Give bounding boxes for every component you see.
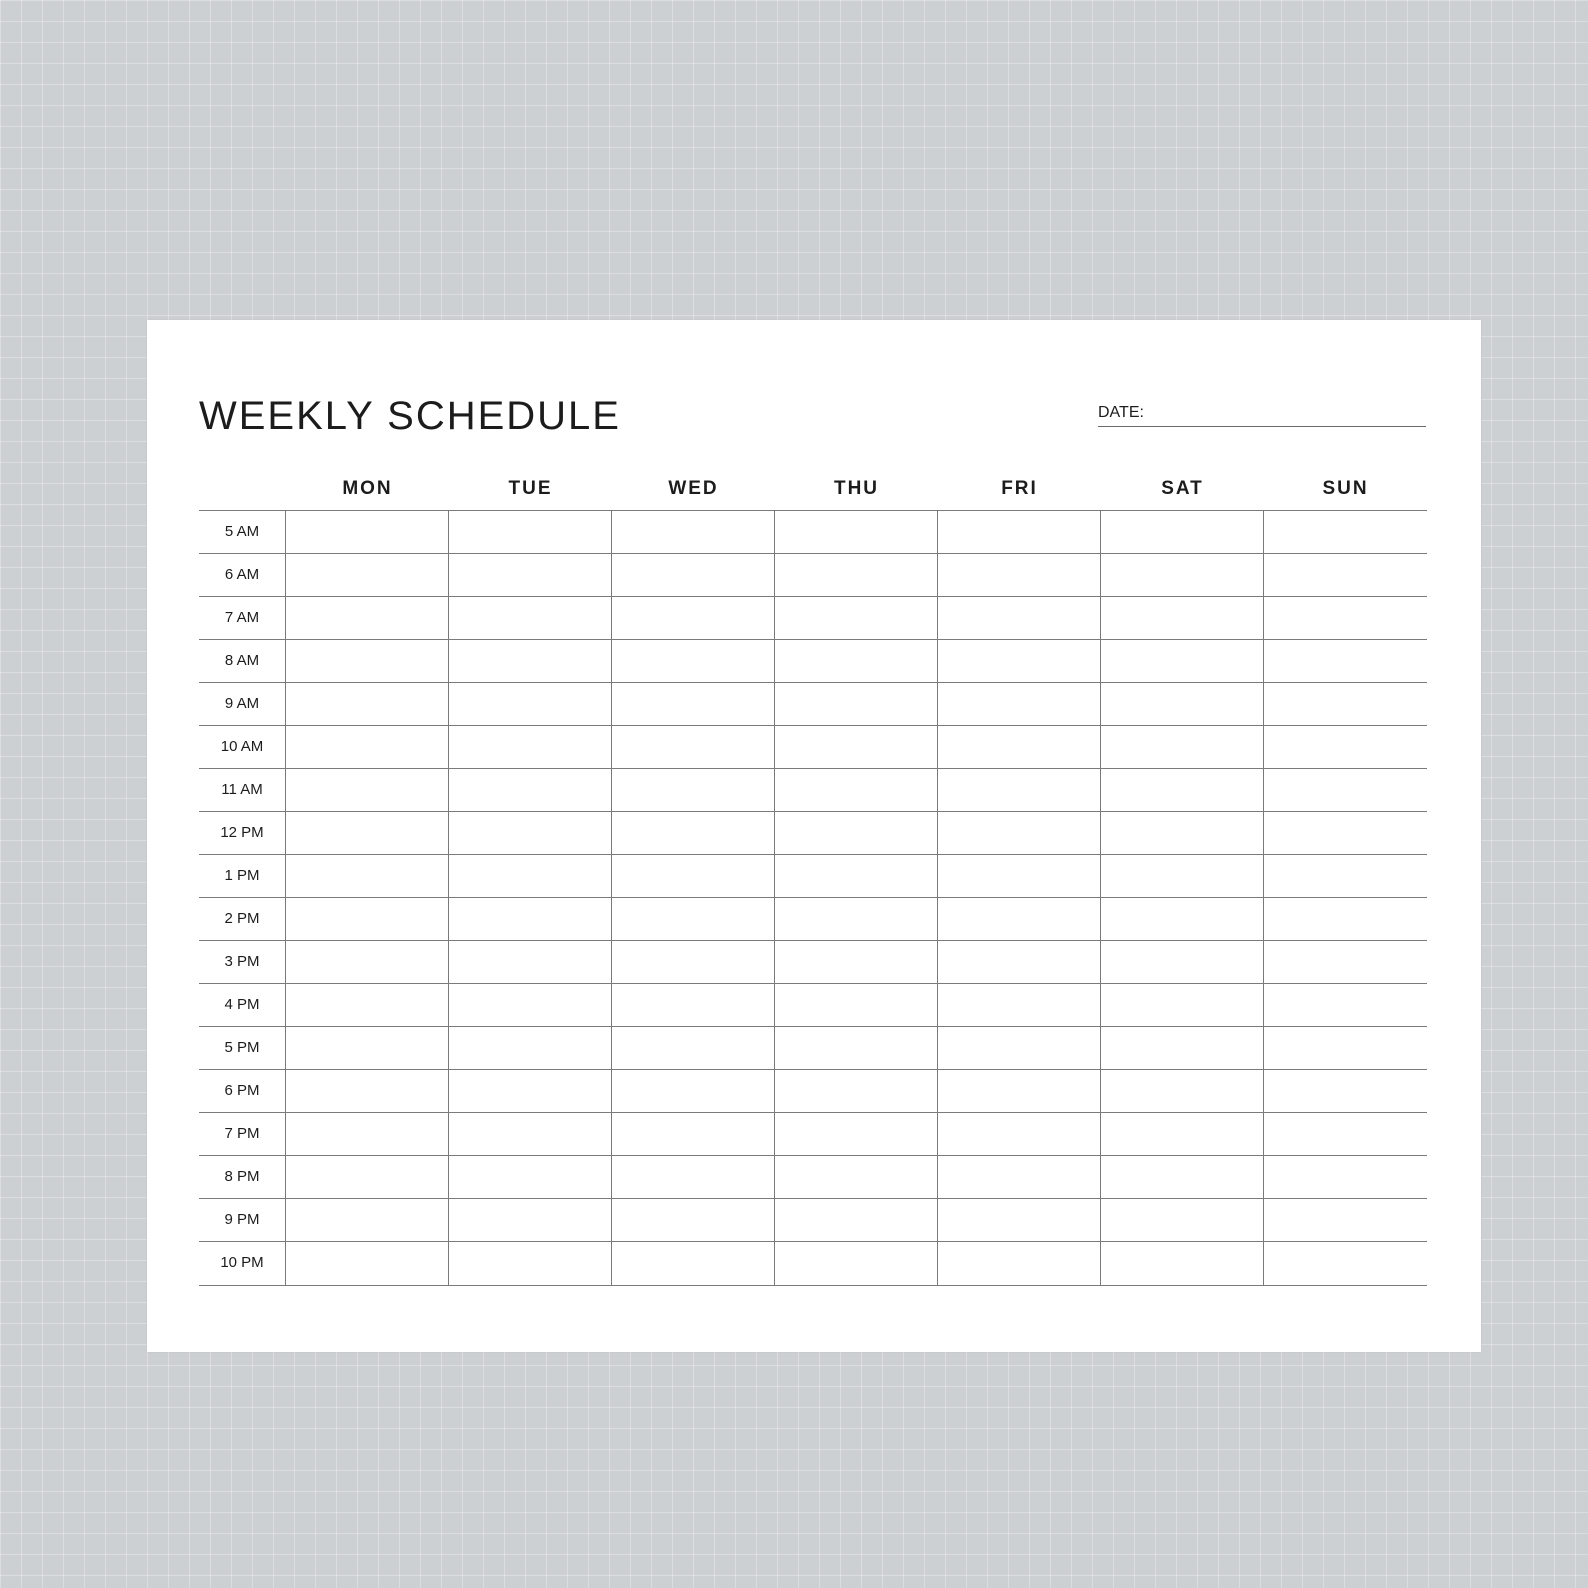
schedule-cell-tue[interactable] [449,769,612,811]
schedule-cell-sat[interactable] [1101,511,1264,553]
schedule-cell-mon[interactable] [286,554,449,596]
time-label: 1 PM [199,855,286,897]
schedule-cell-sun[interactable] [1264,597,1427,639]
schedule-cell-mon[interactable] [286,1156,449,1198]
schedule-cell-sat[interactable] [1101,1156,1264,1198]
schedule-cell-sun[interactable] [1264,898,1427,940]
schedule-cell-tue[interactable] [449,726,612,768]
schedule-cell-mon[interactable] [286,1113,449,1155]
schedule-cell-thu[interactable] [775,984,938,1026]
schedule-cell-sun[interactable] [1264,984,1427,1026]
time-label: 4 PM [199,984,286,1026]
schedule-cell-thu[interactable] [775,554,938,596]
schedule-cell-fri[interactable] [938,683,1101,725]
schedule-cell-tue[interactable] [449,1156,612,1198]
schedule-cell-mon[interactable] [286,1242,449,1285]
day-header-sun: SUN [1322,478,1369,499]
schedule-cell-tue[interactable] [449,683,612,725]
schedule-cell-tue[interactable] [449,1113,612,1155]
schedule-cell-fri[interactable] [938,1156,1101,1198]
time-label: 3 PM [199,941,286,983]
schedule-cell-fri[interactable] [938,769,1101,811]
schedule-cell-sun[interactable] [1264,640,1427,682]
schedule-cell-wed[interactable] [612,769,775,811]
schedule-cell-mon[interactable] [286,640,449,682]
schedule-cell-sun[interactable] [1264,1156,1427,1198]
schedule-cell-sun[interactable] [1264,554,1427,596]
schedule-cell-thu[interactable] [775,769,938,811]
schedule-cell-sun[interactable] [1264,941,1427,983]
schedule-cell-tue[interactable] [449,1070,612,1112]
time-label: 5 AM [199,511,286,553]
time-label: 11 AM [199,769,286,811]
schedule-cell-sat[interactable] [1101,683,1264,725]
schedule-cell-sat[interactable] [1101,1113,1264,1155]
schedule-cell-wed[interactable] [612,1113,775,1155]
schedule-cell-sat[interactable] [1101,1070,1264,1112]
schedule-cell-thu[interactable] [775,898,938,940]
schedule-cell-sat[interactable] [1101,1199,1264,1241]
schedule-row [199,1198,1427,1241]
time-label: 8 PM [199,1156,286,1198]
day-header-mon: MON [342,478,393,499]
schedule-cell-wed[interactable] [612,511,775,553]
schedule-cell-mon[interactable] [286,511,449,553]
schedule-cell-wed[interactable] [612,1199,775,1241]
schedule-cell-tue[interactable] [449,597,612,639]
schedule-row [199,940,1427,983]
schedule-cell-tue[interactable] [449,511,612,553]
schedule-cell-sun[interactable] [1264,1113,1427,1155]
schedule-row [199,725,1427,768]
schedule-cell-fri[interactable] [938,1242,1101,1285]
schedule-cell-sat[interactable] [1101,640,1264,682]
day-header-tue: TUE [508,478,553,499]
date-field[interactable] [1098,404,1426,427]
schedule-cell-sat[interactable] [1101,984,1264,1026]
schedule-cell-thu[interactable] [775,640,938,682]
schedule-cell-tue[interactable] [449,554,612,596]
schedule-cell-wed[interactable] [612,1027,775,1069]
schedule-cell-sat[interactable] [1101,1027,1264,1069]
schedule-cell-fri[interactable] [938,812,1101,854]
schedule-cell-mon[interactable] [286,683,449,725]
schedule-cell-tue[interactable] [449,984,612,1026]
schedule-cell-thu[interactable] [775,1027,938,1069]
schedule-cell-wed[interactable] [612,554,775,596]
schedule-cell-tue[interactable] [449,640,612,682]
schedule-row [199,553,1427,596]
schedule-cell-fri[interactable] [938,855,1101,897]
header-spacer [199,478,286,508]
schedule-cell-fri[interactable] [938,984,1101,1026]
schedule-cell-sat[interactable] [1101,726,1264,768]
schedule-cell-wed[interactable] [612,984,775,1026]
schedule-cell-wed[interactable] [612,683,775,725]
schedule-cell-fri[interactable] [938,511,1101,553]
schedule-row [199,1069,1427,1112]
schedule-cell-thu[interactable] [775,1199,938,1241]
schedule-row [199,1112,1427,1155]
schedule-cell-sat[interactable] [1101,855,1264,897]
date-label: DATE: [1098,404,1144,421]
schedule-cell-sun[interactable] [1264,1070,1427,1112]
schedule-row [199,596,1427,639]
time-label: 10 PM [199,1242,286,1285]
schedule-cell-wed[interactable] [612,812,775,854]
schedule-cell-mon[interactable] [286,1027,449,1069]
schedule-row [199,639,1427,682]
schedule-row [199,983,1427,1026]
schedule-sheet [147,320,1481,1352]
schedule-cell-sun[interactable] [1264,812,1427,854]
schedule-cell-fri[interactable] [938,726,1101,768]
schedule-cell-sun[interactable] [1264,769,1427,811]
schedule-row [199,811,1427,854]
day-header-sat: SAT [1161,478,1204,499]
schedule-cell-sun[interactable] [1264,1242,1427,1285]
schedule-cell-sat[interactable] [1101,769,1264,811]
schedule-row [199,1026,1427,1069]
time-label: 8 AM [199,640,286,682]
schedule-row [199,768,1427,811]
time-label: 10 AM [199,726,286,768]
schedule-cell-fri[interactable] [938,941,1101,983]
schedule-cell-sat[interactable] [1101,812,1264,854]
schedule-cell-mon[interactable] [286,769,449,811]
schedule-cell-sun[interactable] [1264,726,1427,768]
schedule-cell-sat[interactable] [1101,554,1264,596]
day-header-fri: FRI [1001,478,1038,499]
schedule-cell-sun[interactable] [1264,1199,1427,1241]
schedule-row [199,682,1427,725]
schedule-cell-fri[interactable] [938,1070,1101,1112]
schedule-cell-sat[interactable] [1101,1242,1264,1285]
schedule-cell-mon[interactable] [286,941,449,983]
schedule-cell-mon[interactable] [286,812,449,854]
schedule-cell-sun[interactable] [1264,683,1427,725]
schedule-cell-fri[interactable] [938,640,1101,682]
schedule-cell-thu[interactable] [775,1156,938,1198]
schedule-cell-tue[interactable] [449,855,612,897]
schedule-cell-fri[interactable] [938,554,1101,596]
schedule-cell-mon[interactable] [286,984,449,1026]
schedule-cell-mon[interactable] [286,898,449,940]
schedule-row [199,510,1427,553]
schedule-cell-mon[interactable] [286,597,449,639]
schedule-cell-thu[interactable] [775,1242,938,1285]
schedule-cell-wed[interactable] [612,941,775,983]
time-label: 7 PM [199,1113,286,1155]
schedule-cell-mon[interactable] [286,726,449,768]
schedule-cell-sat[interactable] [1101,898,1264,940]
schedule-grid [199,510,1427,1286]
schedule-cell-tue[interactable] [449,1027,612,1069]
schedule-cell-mon[interactable] [286,855,449,897]
schedule-cell-mon[interactable] [286,1199,449,1241]
schedule-row [199,1155,1427,1198]
schedule-cell-tue[interactable] [449,941,612,983]
time-label: 2 PM [199,898,286,940]
schedule-cell-tue[interactable] [449,1242,612,1285]
schedule-cell-sun[interactable] [1264,1027,1427,1069]
day-header-wed: WED [668,478,719,499]
schedule-cell-fri[interactable] [938,1113,1101,1155]
schedule-cell-thu[interactable] [775,941,938,983]
schedule-cell-thu[interactable] [775,597,938,639]
schedule-cell-thu[interactable] [775,511,938,553]
schedule-cell-wed[interactable] [612,597,775,639]
schedule-row [199,897,1427,940]
schedule-cell-thu[interactable] [775,726,938,768]
time-label: 9 AM [199,683,286,725]
schedule-cell-thu[interactable] [775,1113,938,1155]
schedule-cell-fri[interactable] [938,1027,1101,1069]
schedule-cell-thu[interactable] [775,683,938,725]
schedule-cell-tue[interactable] [449,812,612,854]
schedule-cell-fri[interactable] [938,1199,1101,1241]
schedule-cell-thu[interactable] [775,855,938,897]
time-label: 6 AM [199,554,286,596]
schedule-cell-wed[interactable] [612,1070,775,1112]
time-label: 12 PM [199,812,286,854]
schedule-row [199,1241,1427,1286]
day-header-thu: THU [833,478,880,499]
schedule-cell-wed[interactable] [612,1156,775,1198]
schedule-cell-tue[interactable] [449,1199,612,1241]
schedule-cell-sat[interactable] [1101,597,1264,639]
schedule-cell-wed[interactable] [612,855,775,897]
schedule-cell-mon[interactable] [286,1070,449,1112]
schedule-cell-wed[interactable] [612,898,775,940]
schedule-cell-thu[interactable] [775,812,938,854]
page-title: WEEKLY SCHEDULE [199,394,621,438]
time-label: 9 PM [199,1199,286,1241]
schedule-row [199,854,1427,897]
schedule-cell-wed[interactable] [612,640,775,682]
schedule-cell-wed[interactable] [612,1242,775,1285]
time-label: 7 AM [199,597,286,639]
day-header-row [199,478,1427,508]
schedule-cell-tue[interactable] [449,898,612,940]
schedule-cell-fri[interactable] [938,898,1101,940]
schedule-cell-wed[interactable] [612,726,775,768]
time-label: 5 PM [199,1027,286,1069]
schedule-cell-fri[interactable] [938,597,1101,639]
schedule-cell-sun[interactable] [1264,511,1427,553]
time-label: 6 PM [199,1070,286,1112]
schedule-cell-thu[interactable] [775,1070,938,1112]
schedule-cell-sun[interactable] [1264,855,1427,897]
schedule-cell-sat[interactable] [1101,941,1264,983]
